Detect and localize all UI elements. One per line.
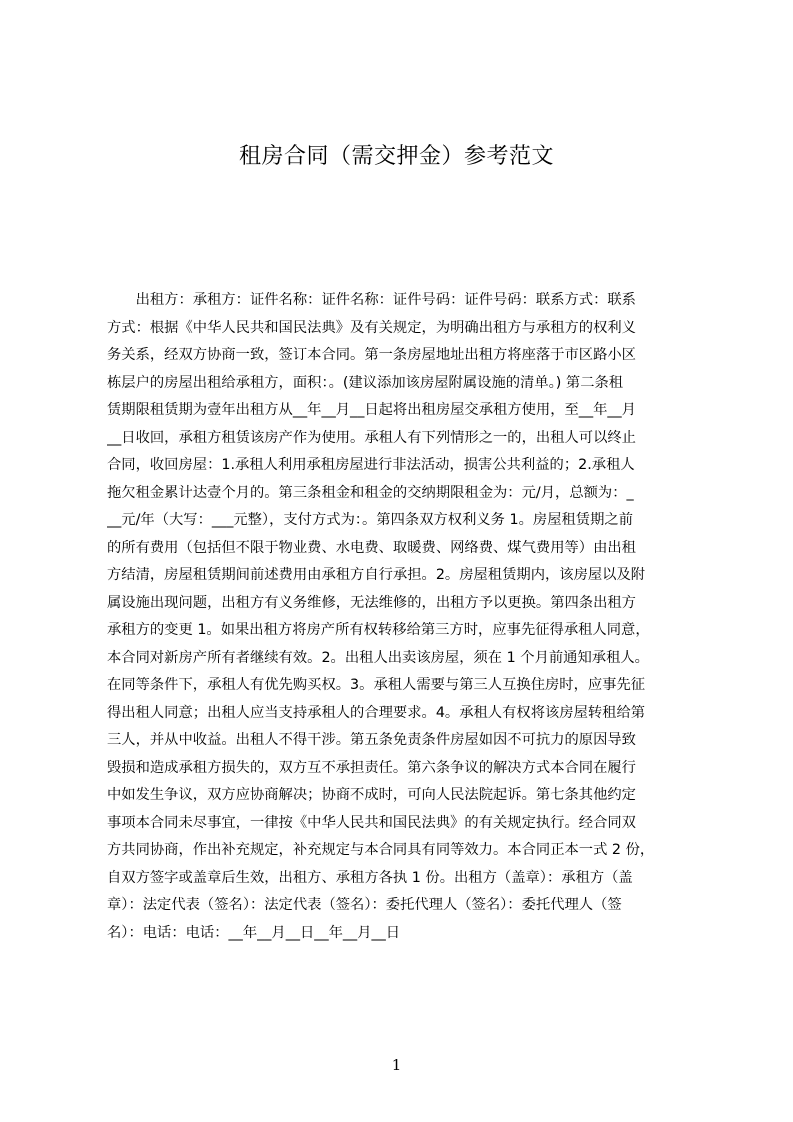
body-line-19: 中如发生争议，双方应协商解决；协商不成时，可向人民法院起诉。第七条其他约定 — [107, 787, 636, 803]
body-line-22: 自双方签字或盖章后生效，出租方、承租方各执 1 份。出租方（盖章）：承租方（盖 — [107, 869, 633, 886]
body-line-20: 事项本合同未尽事宜，一律按《中华人民共和国民法典》的有关规定执行。经合同双 — [107, 814, 636, 831]
document-title: 租房合同（需交押金）参考范文 — [238, 144, 554, 169]
body-line-9: __元/年（大写：___元整），支付方式为：。第四条双方权利义务 1。房屋租赁期之前 — [107, 512, 633, 528]
body-line-12: 属设施出现问题，出租方有义务维修，无法维修的，出租方予以更换。第四条出租方 — [107, 594, 636, 611]
body-line-3: 务关系，经双方协商一致，签订本合同。第一条房屋地址出租方将座落于市区路小区 — [107, 347, 636, 363]
body-line-16: 得出租人同意；出租人应当支持承租人的合理要求。4。承租人有权将该房屋转租给第 — [107, 704, 646, 721]
body-line-23: 章）：法定代表（签名）：法定代表（签名）：委托代理人（签名）：委托代理人（签 — [107, 897, 622, 913]
body-line-8: 拖欠租金累计达壹个月的。第三条租金和租金的交纳期限租金为：元/月，总额为：_ — [107, 484, 634, 501]
body-line-4: 栋层户的房屋出租给承租方，面积：。(建议添加该房屋附属设施的清单。) 第二条租 — [107, 374, 624, 391]
body-line-7: 合同，收回房屋：1.承租人利用承租房屋进行非法活动，损害公共利益的；2.承租人 — [107, 457, 635, 473]
body-line-18: 毁损和造成承租方损失的，双方互不承担责任。第六条争议的解决方式本合同在履行 — [107, 759, 636, 776]
body-line-21: 方共同协商，作出补充规定，补充规定与本合同具有同等效力。本合同正本一式 2 份， — [107, 842, 655, 858]
body-line-11: 方结清，房屋租赁期间前述费用由承租方自行承担。2。房屋租赁期内，该房屋以及附 — [107, 567, 646, 583]
body-line-24: 名）：电话：电话：__年__月__日__年__月__日 — [107, 924, 401, 941]
body-line-17: 三人，并从中收益。出租人不得干涉。第五条免责条件房屋如因不可抗力的原因导致 — [107, 732, 636, 748]
body-line-15: 在同等条件下，承租人有优先购买权。3。承租人需要与第三人互换住房时，应事先征 — [107, 677, 646, 693]
body-line-6: __日收回，承租方租赁该房产作为使用。承租人有下列情形之一的，出租人可以终止 — [107, 429, 636, 446]
page-number: 1 — [391, 1056, 402, 1074]
body-line-1: 出租方：承租方：证件名称：证件名称：证件号码：证件号码：联系方式：联系 — [107, 292, 636, 308]
contract-body — [107, 287, 700, 947]
body-line-10: 的所有费用（包括但不限于物业费、水电费、取暖费、网络费、煤气费用等）由出租 — [107, 539, 636, 556]
body-line-2: 方式：根据《中华人民共和国民法典》及有关规定，为明确出租方与承租方的权利义 — [107, 319, 636, 336]
body-line-14: 本合同对新房产所有者继续有效。2。出租人出卖该房屋，须在 1 个月前通知承租人。 — [107, 649, 649, 666]
body-line-13: 承租方的变更 1。如果出租方将房产所有权转移给第三方时，应事先征得承租人同意， — [107, 622, 650, 638]
body-line-5: 赁期限租赁期为壹年出租方从__年__月__日起将出租房屋交承租方使用，至__年__月 — [107, 402, 636, 418]
